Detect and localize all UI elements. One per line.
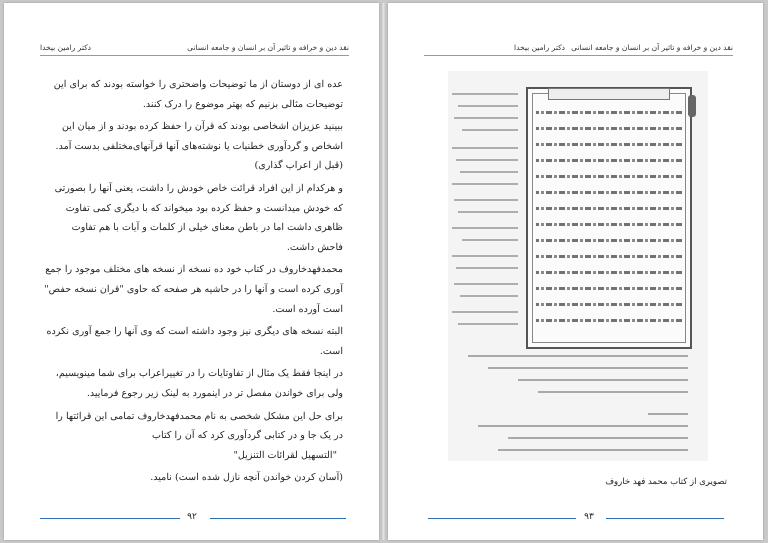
quran-line [536,159,682,162]
paragraph: در اینجا فقط یک مثال از تفاوتایات را در تغییراعراب برای شما مینویسیم، ولی برای خواندن مفصل تر در اینمورد به لینک زیر رجوع فرمایید. [55,368,343,399]
note-line [538,391,688,393]
header-author: دکتر رامین بیخدا [40,43,91,52]
quran-line [536,127,682,130]
note-line [468,355,688,357]
quran-line [536,223,682,226]
note-line [452,93,518,95]
quran-line [536,303,682,306]
left-page [4,3,379,540]
note-line [508,437,688,439]
footer-line-right [606,518,724,519]
note-line [458,105,518,107]
note-line [456,267,518,269]
note-line [488,367,688,369]
note-line [452,227,518,229]
quran-line [536,191,682,194]
page-number: ۹۳ [584,512,594,522]
note-line [518,379,688,381]
header-title: نقد دین و خرافه و تاثیر آن بر انسان و جامعه انسانی [571,43,733,52]
quran-line [536,255,682,258]
note-line [452,183,518,185]
footer-line-right [210,518,346,519]
note-line [456,159,518,161]
paragraph: برای حل این مشکل شخصی به نام محمدفهدخاروف تمامی این قرائتها را در یک جا و در کتابی گردآوری کرد که آن را کتاب [55,410,343,442]
quran-text-frame [526,87,692,349]
note-line [452,147,518,149]
note-line [462,129,518,131]
quran-line [536,271,682,274]
footer-line-left [40,518,180,519]
note-line [460,171,518,173]
quran-line [536,207,682,210]
note-line [452,255,518,257]
body-text [44,75,343,491]
quran-line [536,239,682,242]
quran-line [536,287,682,290]
paragraph: و هرکدام از این افراد قرائت خاص خودش را داشت، یعنی آنها را بصورتی که خودش میدانست و حفظ کرده بود میخواند که با دیگری کمی تفاوت ظاهری داشت اما در باطن معنای خیلی از کلمات و آیات با هم تفاوت فاحش داشت. [54,182,343,253]
note-line [458,211,518,213]
note-line [454,199,518,201]
page-number: ۹۲ [187,512,197,522]
quran-line [536,175,682,178]
note-line [454,283,518,285]
right-page [388,3,763,540]
note-line [460,295,518,297]
book-spine [381,3,386,540]
note-line [454,117,518,119]
surah-header-ornament [548,88,670,100]
header-title: نقد دین و خرافه و تاثیر آن بر انسان و جامعه انسانی [187,43,349,52]
note-line [462,239,518,241]
book-title: "التسهیل لقرائات التنزیل" [233,449,337,461]
note-line [648,413,688,415]
header-divider [424,55,733,56]
footer-line-left [428,518,576,519]
quran-page-scan [448,71,708,461]
paragraph: محمدفهدخاروف در کتاب خود ده نسخه از نسخه های مختلف موجود را جمع آوری کرده است و آنها را در حاشیه هر صفحه که حاوی "قران نسخه حفص" است آورده است. [44,264,343,315]
image-caption: تصویری از کتاب محمد فهد خاروف [605,477,727,487]
note-line [458,323,518,325]
quran-line [536,143,682,146]
header-divider [40,55,349,56]
ornament-icon [688,95,696,117]
note-line [498,449,688,451]
quran-line [536,111,682,114]
note-line [478,425,688,427]
quran-line [536,319,682,322]
paragraph: ببینید عزیزان اشخاصی بودند که قرآن را حفظ کرده بودند و از میان این اشخاص و گردآوری خطنیات یا نوشته‌های آنها قرآنهای‌مختلفی بدست آمد. (قبل از اعراب گذاری) [55,121,343,172]
header-author: دکتر رامین بیخدا [514,43,565,52]
paragraph: البته نسخه های دیگری نیز وجود داشته است که وی آنها را جمع آوری نکرده است. [46,326,343,357]
paragraph: (آسان کردن خواندن آنچه نازل شده است) نامید. [150,472,343,484]
note-line [452,311,518,313]
paragraph: عده ای از دوستان از ما توضیحات واضحتری را خواسته بودند که برای این توضیحات مثالی بزنیم که بهتر موضوع را درک کنند. [53,79,343,110]
